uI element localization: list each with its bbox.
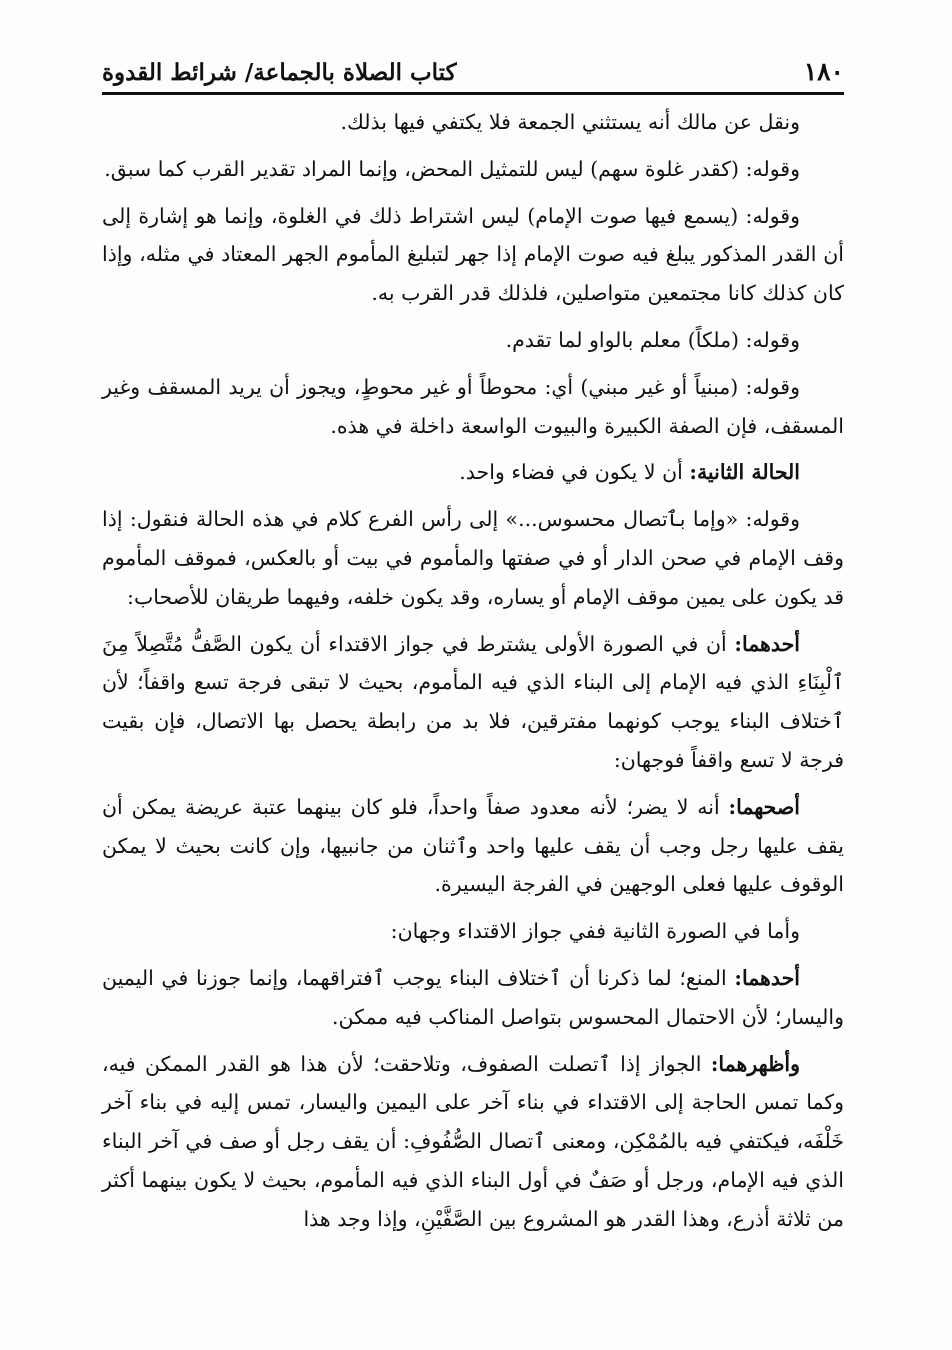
paragraph-8 [102,625,844,780]
paragraph-text: المنع؛ لما ذكرنا أن ٱختلاف البناء يوجب ٱفتراقهما، وإنما جوزنا في اليمين واليسار؛ لأن الاحتمال المحسوس بتواصل المناكب فيه ممكن. [102,965,844,1029]
paragraph-4 [102,321,844,360]
paragraph-5 [102,368,844,446]
page-number: ١٨٠ [803,57,844,86]
paragraph-text: وقوله: (كقدر غلوة سهم) ليس للتمثيل المحض، وإنما المراد تقدير القرب كما سبق. [104,156,800,181]
paragraph-text: وقوله: (مبنياً أو غير مبني) أي: محوطاً أو غير محوطٍ، ويجوز أن يريد المسقف وغير المسقف، فإن الصفة الكبيرة والبيوت الواسعة داخلة في هذه. [102,374,844,438]
page-body [102,103,844,1247]
paragraph-text: الجواز إذا ٱتصلت الصفوف، وتلاحقت؛ لأن هذا هو القدر الممكن فيه، وكما تمس الحاجة إلى الاقتداء في بناء آخر على اليمين واليسار، تمس إليه في بناء آخر خَلْفَه، فيكتفي فيه بالمُمْكِن، ومعنى ٱتصال الصُّفُوفِ: أن يقف رجل أو صف في آخر البناء الذي فيه الإمام، ورجل أو صَفٌ في أول البناء الذي فيه المأموم، بحيث لا يكون بينهما أكثر من ثلاثة أذرع، وهذا القدر هو المشروع بين الصَّفَّيْنِ، وإذا وجد هذا [102,1051,844,1231]
paragraph-1 [102,103,844,142]
paragraph-text: أن لا يكون في فضاء واحد. [459,460,690,485]
running-title: كتاب الصلاة بالجماعة/ شرائط القدوة [102,59,457,86]
paragraph-lead: أحدهما: [734,965,800,990]
paragraph-lead: أصحهما: [728,794,800,819]
paragraph-text: أنه لا يضر؛ لأنه معدود صفاً واحداً، فلو كان بينهما عتبة عريضة يمكن أن يقف عليها رجل وجب أن يقف عليها واحد وٱثنان من جانبيها، وإن كانت بحيث لا يمكن الوقوف عليها فعلى الوجهين في الفرجة اليسيرة. [102,794,844,897]
paragraph-lead: أحدهما: [734,631,800,656]
paragraph-10 [102,912,844,951]
paragraph-text: وقوله: «وإما بٱتصال محسوس...» إلى رأس الفرع كلام في هذه الحالة فنقول: إذا وقف الإمام في صحن الدار أو في صفتها والمأموم في بيت أو بالعكس، فموقف المأموم قد يكون على يمين موقف الإمام أو يساره، وقد يكون خلفه، وفيهما طريقان للأصحاب: [102,507,844,609]
paragraph-3 [102,197,844,313]
paragraph-text: وقوله: (ملكاً) معلم بالواو لما تقدم. [505,327,800,352]
paragraph-text: وقوله: (يسمع فيها صوت الإمام) ليس اشتراط ذلك في الغلوة، وإنما هو إشارة إلى أن القدر المذكور يبلغ فيه صوت الإمام إذا جهر لتبليغ المأموم الجهر المعتاد في مثله، وإذا كان كذلك كانا مجتمعين متواصلين، فلذلك قدر القرب به. [102,203,844,306]
paragraph-11 [102,959,844,1037]
paragraph-12 [102,1045,844,1239]
paragraph-text: وأما في الصورة الثانية ففي جواز الاقتداء وجهان: [390,919,800,944]
header-rule [102,92,844,95]
page-header [102,36,844,86]
paragraph-6 [102,453,844,492]
paragraph-7 [102,500,844,616]
paragraph-text: أن في الصورة الأولى يشترط في جواز الاقتداء أن يكون الصَّفُّ مُتَّصِلاً مِنَ ٱلْبِنَاءِ الذي فيه الإمام إلى البناء الذي فيه المأموم، بحيث لا تبقى فرجة تسع واقفاً؛ لأن ٱختلاف البناء يوجب كونهما مفترقين، فلا بد من رابطة يحصل بها الاتصال، فإن بقيت فرجة لا تسع واقفاً فوجهان: [102,631,844,772]
paragraph-lead: وأظهرهما: [710,1051,800,1076]
paragraph-lead: الحالة الثانية: [689,460,800,485]
paragraph-2 [102,150,844,189]
paragraph-text: ونقل عن مالك أنه يستثني الجمعة فلا يكتفي فيها بذلك. [340,110,800,134]
paragraph-9 [102,788,844,904]
